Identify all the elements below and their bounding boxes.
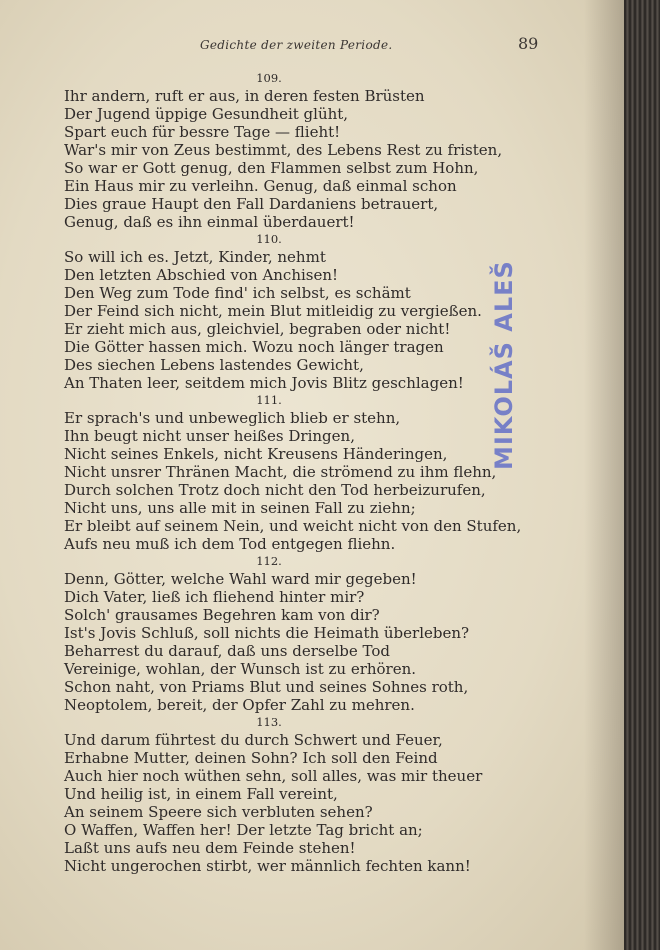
verse-line: Denn, Götter, welche Wahl ward mir gegeben!	[64, 570, 417, 588]
verse-line: Ein Haus mir zu verleihn. Genug, daß einmal schon	[64, 177, 457, 195]
verse-line: Den Weg zum Tode find' ich selbst, es schämt	[64, 284, 411, 302]
verse-line: Dich Vater, ließ ich fliehend hinter mir?	[64, 588, 365, 606]
book-page-edges	[624, 0, 660, 950]
verse-line: Er zieht mich aus, gleichviel, begraben oder nicht!	[64, 320, 451, 338]
verse-line: Ist's Jovis Schluß, soll nichts die Heimath überleben?	[64, 624, 470, 642]
verse-line: Und darum führtest du durch Schwert und Feuer,	[64, 731, 443, 749]
verse-line: War's mir von Zeus bestimmt, des Lebens Rest zu fristen,	[64, 141, 503, 159]
verse-line: O Waffen, Waffen her! Der letzte Tag bricht an;	[64, 821, 423, 839]
stanza	[64, 70, 534, 231]
verse-line: Des siechen Lebens lastendes Gewicht,	[64, 356, 364, 374]
stamp-text: MIKOLÁŠ ALEŠ	[490, 260, 518, 470]
stanza	[64, 392, 534, 553]
verse-line: Neoptolem, bereit, der Opfer Zahl zu mehren.	[64, 696, 415, 714]
verse-line: An seinem Speere sich verbluten sehen?	[64, 803, 373, 821]
verse-line: Erhabne Mutter, deinen Sohn? Ich soll den Feind	[64, 749, 438, 767]
verse-line: Auch hier noch wüthen sehn, soll alles, was mir theuer	[64, 767, 483, 785]
verse-line: Der Feind sich nicht, mein Blut mitleidig zu vergießen.	[64, 302, 482, 320]
verse-line: Beharrest du darauf, daß uns derselbe Tod	[64, 642, 390, 660]
stanza-number: 112.	[256, 554, 282, 568]
stanza-number: 113.	[256, 715, 282, 729]
verse-line: Vereinige, wohlan, der Wunsch ist zu erhören.	[64, 660, 417, 678]
verse-line: Solch' grausames Begehren kam von dir?	[64, 606, 380, 624]
stanza	[64, 714, 534, 875]
verse-line: Er bleibt auf seinem Nein, und weicht nicht von den Stufen,	[64, 517, 522, 535]
verse-line: Den letzten Abschied von Anchisen!	[64, 266, 339, 284]
stanza-number: 111.	[256, 393, 282, 407]
verse-line: Schon naht, von Priams Blut und seines Sohnes roth,	[64, 678, 469, 696]
stanza	[64, 553, 534, 714]
verse-line: Dies graue Haupt den Fall Dardaniens betrauert,	[64, 195, 439, 213]
stanza-number: 109.	[256, 71, 282, 85]
verse-line: Genug, daß es ihn einmal überdauert!	[64, 213, 355, 231]
page-number: 89	[518, 34, 539, 53]
verse-line: So will ich es. Jetzt, Kinder, nehmt	[64, 248, 326, 266]
verse-line: Laßt uns aufs neu dem Feinde stehen!	[64, 839, 356, 857]
verse-line: Ihn beugt nicht unser heißes Dringen,	[64, 427, 355, 445]
library-stamp	[480, 240, 550, 470]
verse-line: So war er Gott genug, den Flammen selbst zum Hohn,	[64, 159, 479, 177]
verse-line: Und heilig ist, in einem Fall vereint,	[64, 785, 338, 803]
verse-line: Durch solchen Trotz doch nicht den Tod herbeizurufen,	[64, 481, 486, 499]
verse-line: Er sprach's und unbeweglich blieb er stehn,	[64, 409, 401, 427]
verse-line: Nicht seines Enkels, nicht Kreusens Händeringen,	[64, 445, 448, 463]
poem-body	[64, 70, 534, 875]
verse-line: Der Jugend üppige Gesundheit glüht,	[64, 105, 349, 123]
verse-line: Nicht uns, uns alle mit in seinen Fall zu ziehn;	[64, 499, 416, 517]
verse-line: Aufs neu muß ich dem Tod entgegen fliehn.	[64, 535, 396, 553]
verse-line: Spart euch für bessre Tage — flieht!	[64, 123, 341, 141]
verse-line: Nicht unsrer Thränen Macht, die strömend zu ihm flehn,	[64, 463, 497, 481]
running-title: Gedichte der zweiten Periode.	[200, 38, 393, 52]
verse-line: Nicht ungerochen stirbt, wer männlich fechten kann!	[64, 857, 471, 875]
stanza	[64, 231, 534, 392]
verse-line: Die Götter hassen mich. Wozu noch länger tragen	[64, 338, 444, 356]
page-header	[0, 34, 624, 58]
stanza-number: 110.	[256, 232, 282, 246]
verse-line: An Thaten leer, seitdem mich Jovis Blitz geschlagen!	[64, 374, 464, 392]
verse-line: Ihr andern, ruft er aus, in deren festen Brüsten	[64, 87, 425, 105]
